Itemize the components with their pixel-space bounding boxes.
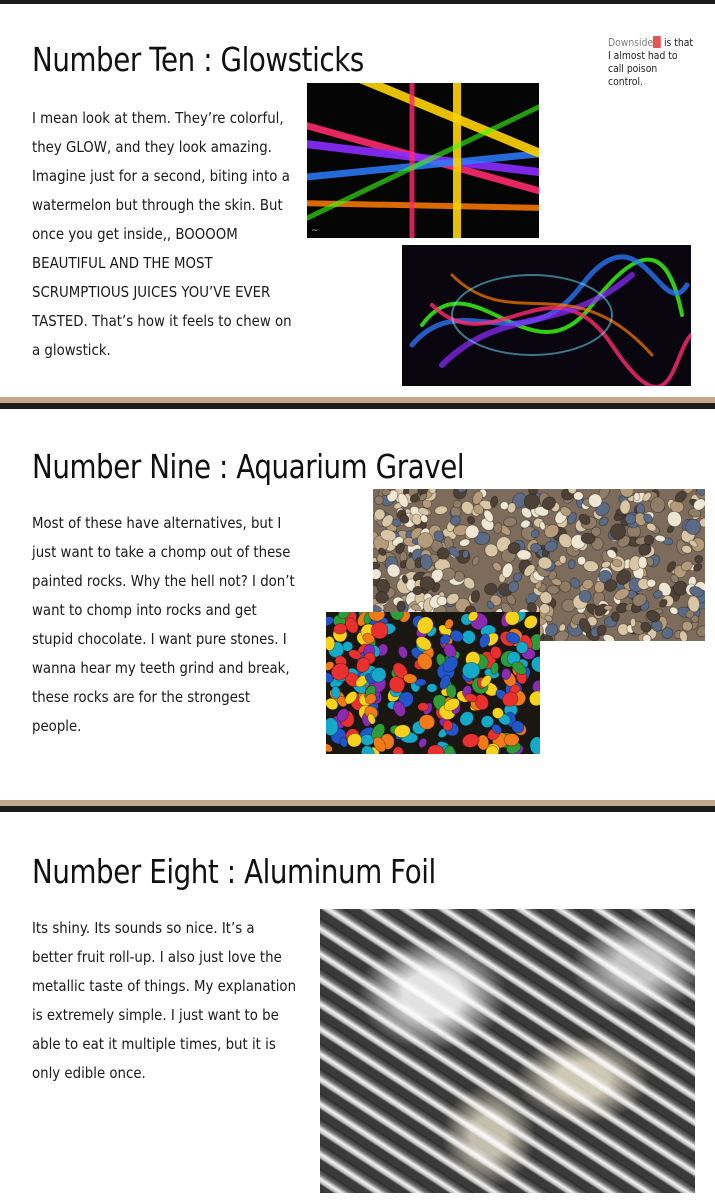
slide-title: Number Ten : Glowsticks [32,40,364,79]
glowstick-light-trails-photo [402,245,691,386]
side-note-line: control. [608,76,643,88]
svg-text:~: ~ [311,226,319,236]
body-line: want to chomp into rocks and get [32,601,257,619]
body-line: these rocks are for the strongest [32,688,251,706]
body-line: I mean look at them. They’re colorful, [32,109,284,127]
slide-aluminum-foil [0,812,715,1200]
body-line: TASTED. That’s how it feels to chew on [32,312,292,330]
body-line: wanna hear my teeth grind and break, [32,659,290,677]
side-note-suffix: is that [661,37,694,49]
body-line: they GLOW, and they look amazing. [32,138,272,156]
body-line: people. [32,717,82,735]
slide-aquarium-gravel [0,409,715,800]
body-line: once you get inside,, BOOOOM [32,225,238,243]
slide-body [32,914,296,1088]
body-line: metallic taste of things. My explanation [32,977,297,995]
body-line: is extremely simple. I just want to be [32,1006,279,1024]
body-line: Imagine just for a second, biting into a [32,167,290,185]
body-line: able to eat it multiple times, but it is [32,1035,276,1053]
slide-glowsticks [0,4,715,397]
body-line: painted rocks. Why the hell not? I don’t [32,572,295,590]
slide-body [32,509,295,741]
side-note-line: call poison [608,63,658,75]
side-note-line [608,36,693,50]
body-line: just want to take a chomp out of these [32,543,291,561]
slide-body [32,104,292,365]
glowsticks-crossed-photo [307,83,539,238]
side-note-obscured-word: Downside [608,37,654,49]
crumpled-foil-photo [320,909,695,1193]
body-line: watermelon but through the skin. But [32,196,283,214]
body-line: a glowstick. [32,341,111,359]
painted-gravel-photo [326,612,540,754]
body-line: Most of these have alternatives, but I [32,514,282,532]
body-line: only edible once. [32,1064,146,1082]
side-note-line: I almost had to [608,50,678,62]
body-line: Its shiny. Its sounds so nice. It’s a [32,919,255,937]
body-line: better fruit roll-up. I also just love the [32,948,282,966]
body-line: SCRUMPTIOUS JUICES YOU’VE EVER [32,283,271,301]
slide-title: Number Nine : Aquarium Gravel [32,447,465,486]
body-line: stupid chocolate. I want pure stones. I [32,630,287,648]
slide-title: Number Eight : Aluminum Foil [32,852,436,891]
body-line: BEAUTIFUL AND THE MOST [32,254,213,272]
side-note [608,36,693,89]
